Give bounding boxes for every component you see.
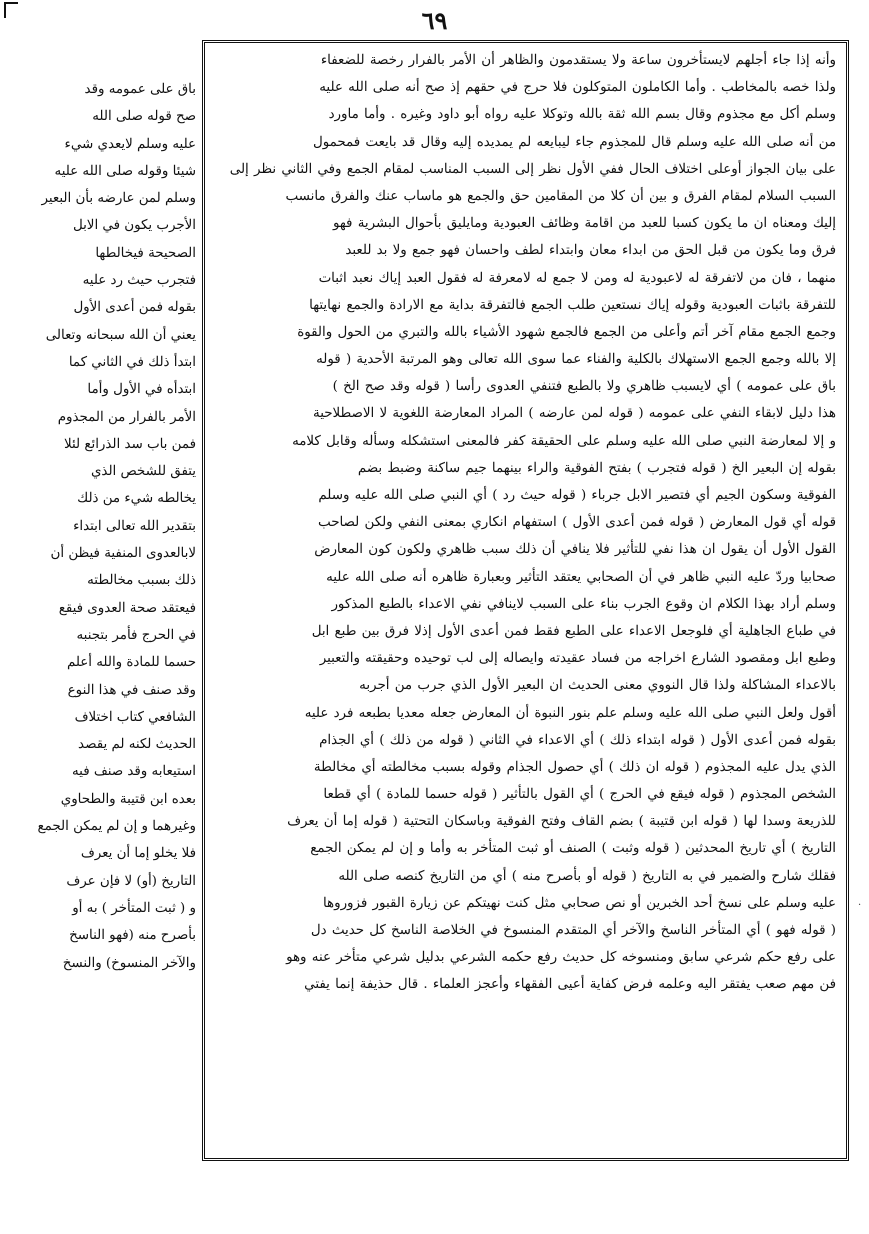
margin-line: فيعتقد صحة العدوى فيقع bbox=[58, 600, 196, 616]
main-text-frame bbox=[202, 40, 849, 1161]
margin-line: ابتدأه في الأول وأما bbox=[87, 382, 196, 398]
text-line: فرق وما يكون من قبل الحق من ابداء معان وابتداء لطف واحسان فهو جمع ولا بد للعبد bbox=[345, 243, 836, 259]
margin-commentary-column bbox=[4, 76, 196, 1156]
margin-line: الأمر بالفرار من المجذوم bbox=[57, 409, 196, 425]
margin-line: وغيرهما و إن لم يمكن الجمع bbox=[37, 819, 196, 835]
margin-line: استيعابه وقد صنف فيه bbox=[71, 764, 196, 780]
margin-line: حسما للمادة والله أعلم bbox=[66, 655, 196, 671]
text-line: الذي يدل عليه المجذوم ( قوله ان ذلك ) أي حصول الجذام وقوله بسبب مخالطته أي مخالطة bbox=[313, 759, 836, 775]
margin-line: فمن باب سد الذرائع لئلا bbox=[63, 436, 196, 452]
margin-line: وسلم لمن عارضه بأن البعير bbox=[41, 191, 196, 207]
text-line: للذريعة وسدا لها ( قوله ابن قتيبة ) بضم القاف وفتح الفوقية وباسكان التحتية ( قوله إما أن يعرف bbox=[287, 814, 836, 830]
text-line: الفوقية وسكون الجيم أي فتصير الابل جرباء ( قوله حيث رد ) أي النبي صلى الله عليه وسلم bbox=[318, 488, 836, 503]
margin-line: صح قوله صلى الله bbox=[92, 109, 196, 125]
text-line: السبب السلام لمقام الفرق و بين أن كلا من المقامين حق والجمع هو ماساب عنك والفرق مانسب bbox=[285, 188, 836, 204]
margin-line: وقد صنف في هذا النوع bbox=[67, 682, 196, 698]
text-line: على بيان الجواز أوعلى اختلاف الحال ففي الأول نظر إلى السبب المناسب لمقام الجمع وفي الثاني نظر إلى bbox=[229, 161, 836, 177]
margin-line: ذلك بسبب مخالطته bbox=[87, 573, 196, 589]
margin-line: لابالعدوى المنفية فيظن أن bbox=[50, 546, 196, 562]
margin-line: الأجرب يكون في الابل bbox=[72, 218, 196, 234]
text-line: منهما ، فان من لاتفرقة له لاعبودية له ومن لا جمع له لامعرفة له فقول العبد إياك نعبد اثبات bbox=[318, 270, 836, 286]
text-line: بالاعداء المشاكلة ولذا قال النووي معنى الحديث ان البعير الأول الذي جرب من أجربه bbox=[359, 678, 836, 694]
text-line: أقول ولعل النبي صلى الله عليه وسلم علم بنور النبوة أن المعارض جعله معديا بطبعه فرد عليه bbox=[304, 705, 836, 721]
text-line: فن مهم صعب يفتقر اليه وعلمه فرض كفاية أعيى الفقهاء وأعجز العلماء . قال حذيفة إنما يفتي bbox=[304, 977, 836, 993]
margin-line: يعني أن الله سبحانه وتعالى bbox=[45, 327, 196, 343]
margin-line: بتقدير الله تعالى ابتداء bbox=[73, 518, 196, 534]
margin-line: التاريخ (أو) لا فإن عرف bbox=[66, 873, 196, 889]
text-line: القول الأول أن يقول ان هذا نفي للتأثير فلا ينافي أن ذلك سبب ظاهري ولكون كون المعارض bbox=[314, 542, 836, 558]
margin-line: بأصرح منه (فهو الناسخ bbox=[69, 928, 196, 944]
text-line: إليك ومعناه ان ما يكون كسبا للعبد من اقامة وظائف العبودية ومايليق بأحوال البشرية فهو bbox=[332, 216, 836, 232]
margin-line: فتجرب حيث رد عليه bbox=[82, 273, 196, 289]
margin-line: والآخر المنسوخ) والنسخ bbox=[62, 955, 196, 971]
text-line: وأنه إذا جاء أجلهم لايستأخرون ساعة ولا يستقدمون والظاهر أن الأمر بالفرار رخصة للضعفاء bbox=[320, 53, 836, 68]
text-line: و إلا لمعارضة النبي صلى الله عليه وسلم على الحقيقة كفر فالمعنى استشكله وسأله وقابل كلامه bbox=[292, 433, 836, 449]
text-line: التاريخ ) أي تاريخ المحدثين ( قوله وثبت ) الصنف أو ثبت المتأخر به وأما و إن لم يمكن الجمع bbox=[310, 841, 836, 857]
text-line: وجمع الجمع مقام آخر أتم وأعلى من الجمع فالجمع شهود الأشياء بالله والتبري من الحول والقوة bbox=[297, 324, 836, 340]
text-line: بقوله فمن أعدى الأول ( قوله ابتداء ذلك ) أي الاعداء في الثاني ( قوله من ذلك ) أي الجذام bbox=[319, 732, 836, 748]
margin-line: بعده ابن قتيبة والطحاوي bbox=[60, 791, 196, 807]
text-line: هذا دليل لابقاء النفي على عمومه ( قوله لمن عارضه ) المراد المعارضة اللغوية لا الاصطلاحية bbox=[313, 406, 836, 422]
text-line: في طباع الجاهلية أي فلوجعل الاعداء على الطبع فقط فمن أعدى الأول إذلا فرق بين طبع ابل bbox=[311, 623, 836, 639]
text-line: من أنه صلى الله عليه وسلم قال للمجذوم جاء ليبايعه لم يمديده إليه وقال قد بايعت فمحمول bbox=[312, 134, 836, 150]
margin-line: الحديث لكنه لم يقصد bbox=[78, 737, 196, 753]
main-commentary-text bbox=[215, 47, 836, 999]
text-line: إلا بالله وجمع الجمع الاستهلاك بالكلية والفناء عما سوى الله تعالى وهو المرتبة الأحدية ( قوله bbox=[316, 352, 836, 368]
text-line: وطبع ابل ومقصود الشارع اخراجه من فساد عقيدته وايصاله إلى لب توحيده وحقيقته والتعبير bbox=[319, 651, 836, 667]
margin-line: الشافعي كتاب اختلاف bbox=[74, 709, 196, 725]
text-line: الشخص المجذوم ( قوله فيقع في الحرج ) أي القول بالتأثير ( قوله حسما للمادة ) أي قطعا bbox=[323, 787, 836, 803]
margin-line: ابتدأ ذلك في الثاني كما bbox=[68, 354, 196, 370]
page-number: ٦٩ bbox=[421, 6, 448, 35]
text-line: ولذا خصه بالمخاطب . وأما الكاملون المتوكلون فلا حرج في حقهم إذ صح أنه صلى الله عليه bbox=[319, 80, 836, 96]
margin-line: عليه وسلم لايعدي شيء bbox=[64, 136, 196, 152]
margin-line: فلا يخلو إما أن يعرف bbox=[80, 846, 196, 862]
text-line: فقلك شارح والضمير في به التاريخ ( قوله أو بأصرح منه ) أي من التاريخ كنصه صلى الله bbox=[338, 868, 836, 884]
margin-line: يخالطه شيء من ذلك bbox=[77, 491, 196, 507]
text-line: على رفع حكم شرعي سابق ومنسوخه كل حديث رفع حكمه الشرعي بدليل شرعي متأخر عنه وهو bbox=[286, 950, 836, 966]
margin-line: يتفق للشخص الذي bbox=[90, 464, 196, 480]
margin-line: الصحيحة فيخالطها bbox=[95, 245, 196, 261]
text-line: بقوله إن البعير الخ ( قوله فتجرب ) بفتح الفوقية والراء بينهما جيم ساكنة وضبط بضم bbox=[357, 460, 836, 476]
text-line: باق على عمومه ) أي لايسبب ظاهري ولا بالطبع فتنفي العدوى رأسا ( قوله وقد صح الخ ) bbox=[332, 379, 836, 395]
margin-line: باق على عمومه وقد bbox=[84, 82, 196, 97]
text-line: ( قوله فهو ) أي المتأخر الناسخ والآخر أي المتقدم المنسوخ في الخلاصة الناسخ كل حديث دل bbox=[310, 923, 836, 938]
margin-line: و ( ثبت المتأخر ) به أو bbox=[72, 900, 196, 916]
margin-line: في الحرج فأمر بتجنبه bbox=[76, 627, 196, 643]
margin-line: بقوله فمن أعدى الأول bbox=[73, 300, 196, 316]
text-line: قوله أي قول المعارض ( قوله فمن أعدى الأول ) استفهام انكاري بمعنى النفي ولكن لصاحب bbox=[318, 515, 836, 531]
text-line: للتفرقة باثبات العبودية وقوله إياك نستعين طلب الجمع فالتفرقة بداية مع الارادة والجمع نهايتها bbox=[309, 297, 836, 313]
margin-line: شيئا وقوله صلى الله عليه bbox=[54, 163, 196, 179]
text-line: وسلم أراد بهذا الكلام ان وقوع الجرب بناء على السبب لاينافي نفي الاعداء بالطبع المذكور bbox=[331, 596, 836, 612]
text-line: صحابيا وردّ عليه النبي ظاهر في أن الصحابي يعتقد التأثير وبعبارة ظاهره أنه صلى الله عليه bbox=[326, 569, 836, 585]
text-line: عليه وسلم على نسخ أحد الخبرين أو نص صحابي مثل كنت نهيتكم عن زيارة القبور فزوروها bbox=[322, 895, 836, 911]
scan-speck: · bbox=[858, 900, 862, 911]
text-line: وسلم أكل مع مجذوم وقال بسم الله ثقة بالله وتوكلا عليه رواه أبو داود وغيره . وأما ماورد bbox=[328, 107, 836, 123]
